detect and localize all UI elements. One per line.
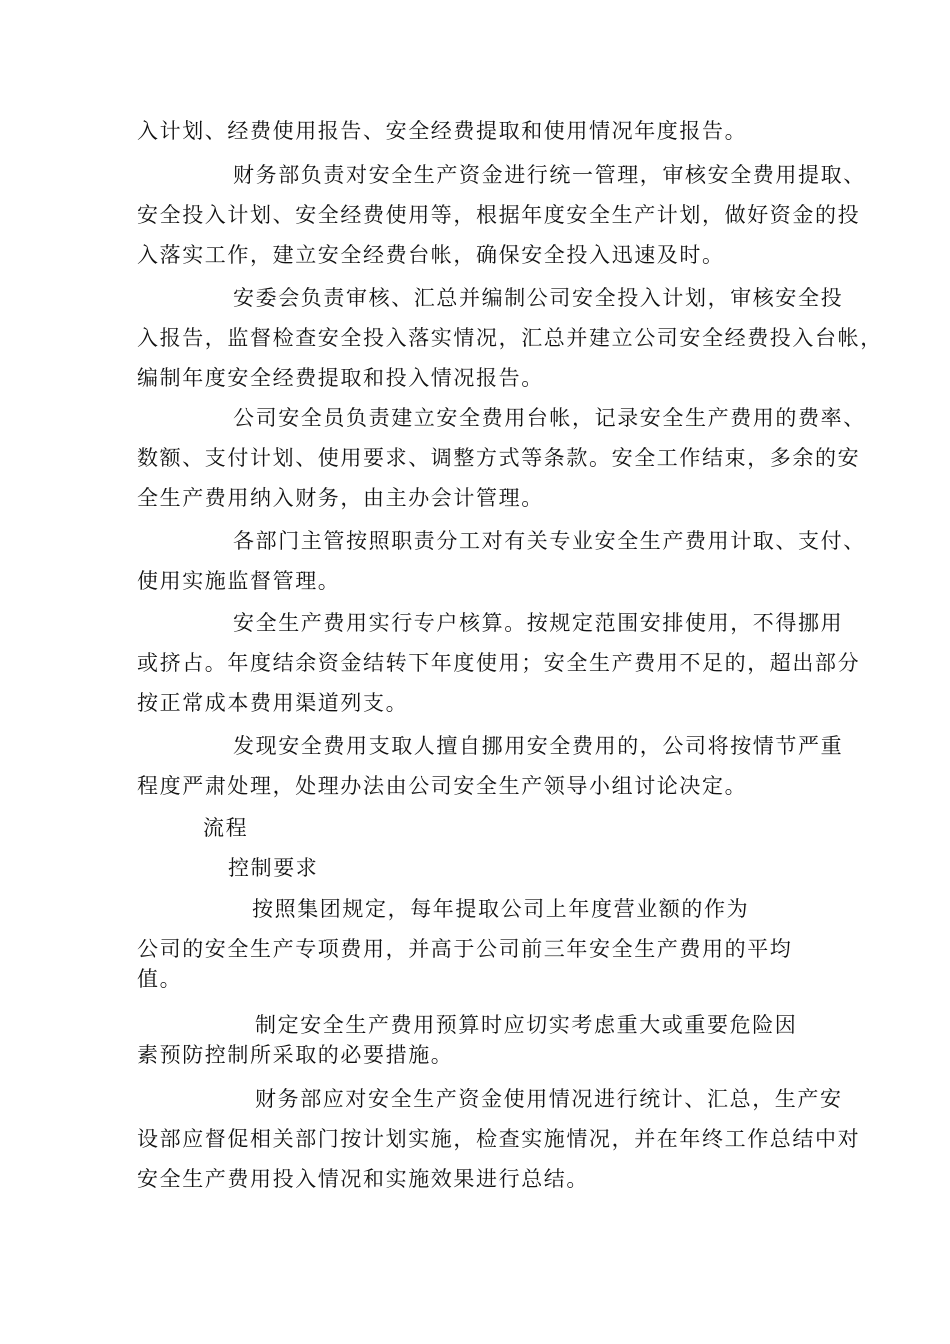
text-line: 公司安全员负责建立安全费用台帐，记录安全生产费用的费率、 <box>233 406 866 430</box>
text-line: 公司的安全生产专项费用，并高于公司前三年安全生产费用的平均 <box>137 937 793 961</box>
text-line: 制定安全生产费用预算时应切实考虑重大或重要危险因 <box>255 1013 798 1037</box>
text-line: 入报告，监督检查安全投入落实情况，汇总并建立公司安全经费投入台帐， <box>137 326 883 350</box>
text-line: 安委会负责审核、汇总并编制公司安全投入计划，审核安全投 <box>233 286 844 310</box>
subsection-heading: 控制要求 <box>228 856 319 880</box>
text-line: 安全生产费用实行专户核算。按规定范围安排使用，不得挪用 <box>233 611 844 635</box>
section-heading: 流程 <box>203 816 249 840</box>
text-line: 编制年度安全经费提取和投入情况报告。 <box>137 366 544 390</box>
text-line: 财务部负责对安全生产资金进行统一管理，审核安全费用提取、 <box>233 163 866 187</box>
text-line: 发现安全费用支取人擅自挪用安全费用的，公司将按情节严重 <box>233 734 844 758</box>
text-line: 按照集团规定，每年提取公司上年度营业额的作为 <box>252 897 750 921</box>
text-line: 入落实工作，建立安全经费台帐，确保安全投入迅速及时。 <box>137 243 725 267</box>
text-line: 程度严肃处理，处理办法由公司安全生产领导小组讨论决定。 <box>137 774 748 798</box>
text-line: 全生产费用纳入财务，由主办会计管理。 <box>137 486 544 510</box>
text-line: 各部门主管按照职责分工对有关专业安全生产费用计取、支付、 <box>233 529 866 553</box>
text-line: 入计划、经费使用报告、安全经费提取和使用情况年度报告。 <box>137 119 748 143</box>
text-line: 安全投入计划、安全经费使用等，根据年度安全生产计划，做好资金的投 <box>137 203 861 227</box>
text-line: 数额、支付计划、使用要求、调整方式等条款。安全工作结束，多余的安 <box>137 446 861 470</box>
text-line: 设部应督促相关部门按计划实施，检查实施情况，并在年终工作总结中对 <box>137 1127 861 1151</box>
text-line: 或挤占。年度结余资金结转下年度使用；安全生产费用不足的，超出部分 <box>137 651 861 675</box>
text-line: 安全生产费用投入情况和实施效果进行总结。 <box>137 1167 589 1191</box>
text-line: 使用实施监督管理。 <box>137 569 341 593</box>
text-line: 素预防控制所采取的必要措施。 <box>137 1043 454 1067</box>
text-line: 值。 <box>137 967 183 991</box>
text-line: 财务部应对安全生产资金使用情况进行统计、汇总，生产安 <box>255 1087 843 1111</box>
text-line: 按正常成本费用渠道列支。 <box>137 691 409 715</box>
